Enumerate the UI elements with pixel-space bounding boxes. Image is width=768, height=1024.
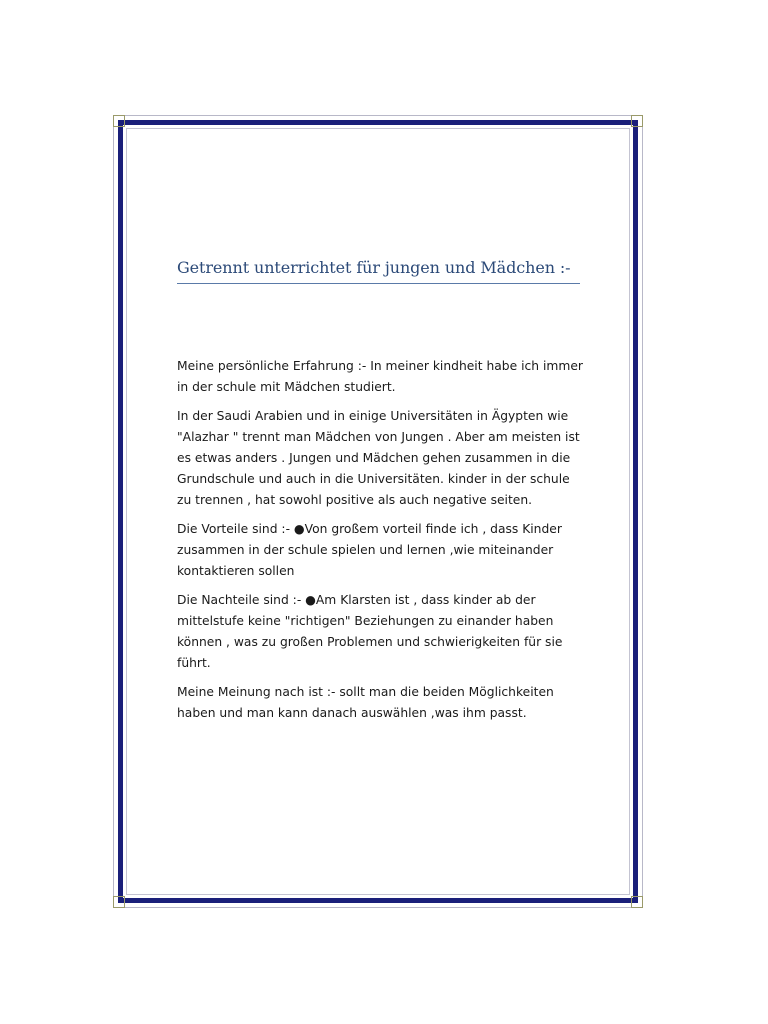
corner-ornament-top-left: [113, 115, 125, 127]
corner-ornament-top-right: [631, 115, 643, 127]
corner-ornament-bottom-right: [631, 896, 643, 908]
document-body: [177, 356, 583, 724]
paragraph-advantages: Die Vorteile sind :- ●Von großem vorteil finde ich , dass Kinder zusammen in der schule spielen und lernen ,wie miteinander kontaktieren sollen: [177, 522, 562, 578]
paragraph-opinion: Meine Meinung nach ist :- sollt man die beiden Möglichkeiten haben und man kann danach auswählen ,was ihm passt.: [177, 685, 554, 720]
paragraph-disadvantages: Die Nachteile sind :- ●Am Klarsten ist , dass kinder ab der mittelstufe keine "richtigen" Beziehungen zu einander haben können , was zu großen Problemen und schwierigkeiten für sie führt.: [177, 593, 563, 670]
paragraph-context: In der Saudi Arabien und in einige Universitäten in Ägypten wie "Alazhar " trennt man Mädchen von Jungen . Aber am meisten ist es etwas anders . Jungen und Mädchen gehen zusammen in die Grundschule und auch in die Universitäten. kinder in der schule zu trennen , hat sowohl positive als auch negative seiten.: [177, 409, 580, 507]
document-title: Getrennt unterrichtet für jungen und Mädchen :-: [177, 258, 580, 284]
paragraph-experience: Meine persönliche Erfahrung :- In meiner kindheit habe ich immer in der schule mit Mädchen studiert.: [177, 359, 583, 394]
corner-ornament-bottom-left: [113, 896, 125, 908]
document-content: [177, 258, 587, 732]
